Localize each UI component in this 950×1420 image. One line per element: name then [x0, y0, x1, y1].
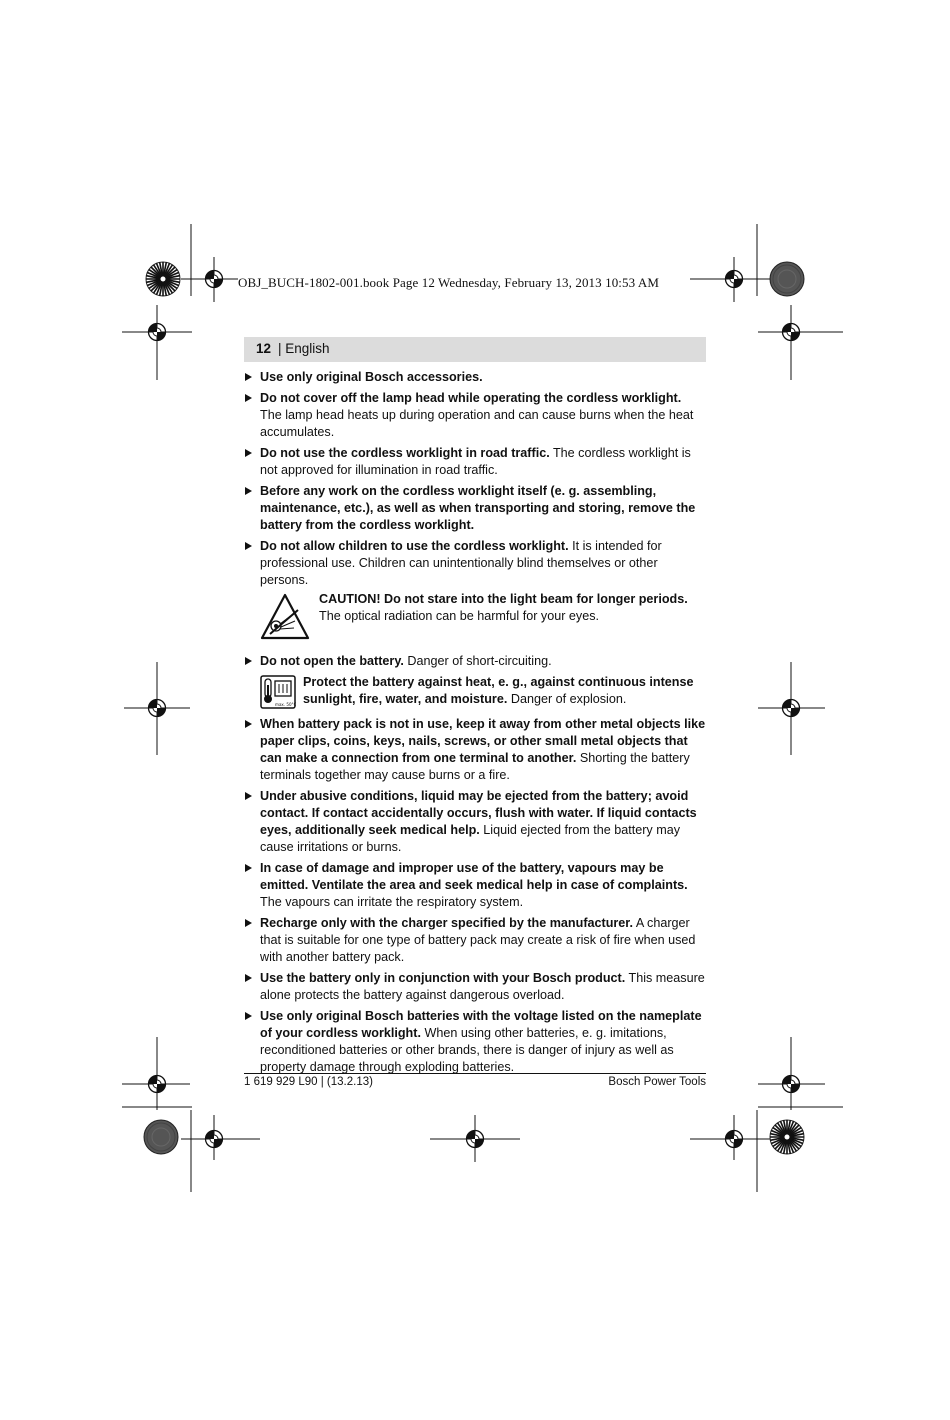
item-text: Danger of short-circuiting.: [403, 654, 552, 668]
item-bold: Do not cover off the lamp head while operating the cordless worklight.: [260, 391, 682, 405]
eye-caution-warning: [244, 591, 706, 643]
item-text: The lamp head heats up during operation and can cause burns when the heat accumulates.: [260, 408, 694, 439]
item-text: A charger that is suitable for one type of battery pack may create a risk of fire when used with another battery pack.: [260, 916, 696, 964]
no-stare-light-icon: [260, 593, 310, 646]
item-bold: Before any work on the cordless worklight itself (e. g. assembling, maintenance, etc.), as well as when transporting and storing, remove the battery from the cordless worklight.: [260, 484, 696, 532]
page-header: [244, 337, 706, 362]
list-item: [244, 970, 706, 1004]
bullet-triangle-icon: [245, 449, 252, 457]
list-item: [244, 538, 706, 589]
item-bold: When battery pack is not in use, keep it away from other metal objects like paper clips, coins, keys, nails, screws, or other small metal objects that can make a connection from one terminal to another.: [260, 717, 706, 765]
safety-instructions: [244, 369, 706, 1080]
bullet-triangle-icon: [245, 394, 252, 402]
bullet-triangle-icon: [245, 792, 252, 800]
item-text: Shorting the battery terminals together may cause burns or a fire.: [260, 751, 690, 782]
bullet-triangle-icon: [245, 487, 252, 495]
list-item: [244, 390, 706, 441]
print-slug-line: OBJ_BUCH-1802-001.book Page 12 Wednesday, February 13, 2013 10:53 AM: [238, 275, 660, 290]
warning-text: Danger of explosion.: [507, 692, 627, 706]
bullet-triangle-icon: [245, 864, 252, 872]
bullet-triangle-icon: [245, 657, 252, 665]
list-item: [244, 445, 706, 479]
item-bold: Do not open the battery.: [260, 654, 404, 668]
battery-heat-icon: [260, 675, 296, 714]
bullet-triangle-icon: [245, 1012, 252, 1020]
item-bold: Do not use the cordless worklight in road traffic.: [260, 446, 550, 460]
item-bold: Recharge only with the charger specified by the manufacturer.: [260, 916, 634, 930]
bullet-triangle-icon: [245, 919, 252, 927]
language-label: English: [285, 341, 330, 356]
list-item: [244, 716, 706, 784]
item-text: It is intended for professional use. Children can unintentionally blind themselves or other persons.: [260, 539, 662, 587]
item-text: When using other batteries, e. g. imitations, reconditioned batteries or other brands, there is danger of injury as well as property damage through exploding batteries.: [260, 1026, 674, 1074]
footer-brand: Bosch Power Tools: [608, 1076, 706, 1088]
header-language: | English: [278, 341, 330, 356]
item-text: The cordless worklight is not approved for illumination in road traffic.: [260, 446, 691, 477]
bullet-triangle-icon: [245, 720, 252, 728]
footer-rule: [244, 1073, 706, 1074]
warning-bold: CAUTION! Do not stare into the light beam for longer periods.: [319, 592, 688, 606]
list-item: [244, 1008, 706, 1076]
page-number: 12: [256, 341, 272, 356]
list-item: [244, 915, 706, 966]
warning-bold: Protect the battery against heat, e. g., against continuous intense sunlight, fire, water, and moisture.: [303, 675, 694, 706]
list-item: [244, 860, 706, 911]
list-item: [244, 483, 706, 534]
list-item: [244, 653, 706, 670]
warning-text: The optical radiation can be harmful for your eyes.: [319, 609, 600, 623]
item-text: Liquid ejected from the battery may cause irritations or burns.: [260, 823, 680, 854]
icon-temperature-label: max. 50°C: [275, 703, 296, 708]
item-bold: Use only original Bosch accessories.: [260, 370, 483, 384]
item-bold: Use the battery only in conjunction with your Bosch product.: [260, 971, 626, 985]
bullet-triangle-icon: [245, 974, 252, 982]
list-item: [244, 369, 706, 386]
bullet-triangle-icon: [245, 542, 252, 550]
battery-heat-warning: [244, 674, 706, 710]
list-item: [244, 788, 706, 856]
item-bold: In case of damage and improper use of the battery, vapours may be emitted. Ventilate the area and seek medical help in case of complaints.: [260, 861, 688, 892]
item-bold: Do not allow children to use the cordless worklight.: [260, 539, 569, 553]
item-text: This measure alone protects the battery against dangerous overload.: [260, 971, 705, 1002]
footer-document-number: 1 619 929 L90 | (13.2.13): [244, 1076, 373, 1088]
item-bold: Use only original Bosch batteries with the voltage listed on the nameplate of your cordless worklight.: [260, 1009, 702, 1040]
item-text: The vapours can irritate the respiratory system.: [260, 895, 524, 909]
bullet-triangle-icon: [245, 373, 252, 381]
item-bold: Under abusive conditions, liquid may be ejected from the battery; avoid contact. If contact accidentally occurs, flush with water. If liquid contacts eyes, additionally seek medical help.: [260, 789, 697, 837]
